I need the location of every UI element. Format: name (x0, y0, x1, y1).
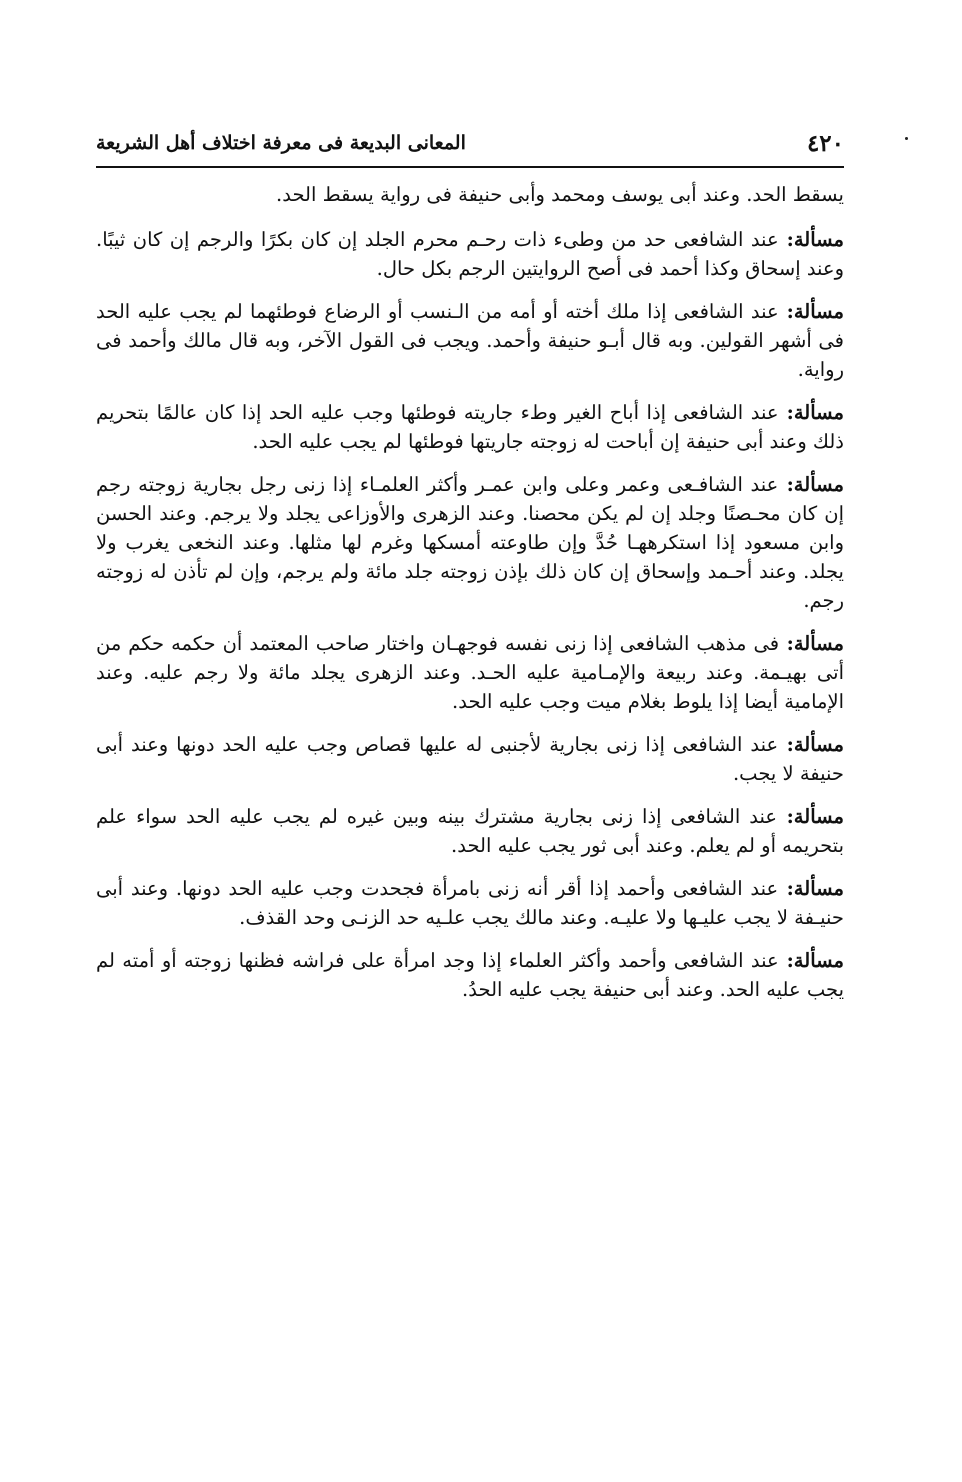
issue-paragraph (96, 629, 844, 716)
paragraph-text: عند الشافـعى وعمر وعلى وابن عمـر وأكثر العلمـاء إذا زنى رجل بجارية زوجته رجم إن كان محـصنًا وجلد إن لم يكن محصنا. وعند الزهرى والأوزاعى يجلد ولا يرجم. وعند الحسن وابن مسعود إذا استكرههـا حُدَّ وإن طاوعته أمسكها وغرم لها مثلها. وعند النخعى يغرب ولا يجلد. وعند أحـمد وإسحاق إن كان ذلك بإذن زوجته جلد مائة ولم يرجم، وإن لم تأذن له زوجته رجم. (96, 473, 844, 612)
issue-label-colon: : (779, 632, 794, 655)
paragraph-text: عند الشافعى إذا ملك أخته أو أمه من الـنسب أو الرضاع فوطئهما لم يجب عليه الحد فى أشهر القولين. وبه قال أبـو حنيفة وأحمد. ويجب فى القول الآخر، وبه قال مالك وأحمد فى رواية. (96, 300, 844, 381)
issue-label-colon: : (777, 805, 794, 828)
issue-label-colon: : (778, 877, 794, 900)
page-number: ٤٢٠ (806, 130, 844, 157)
running-title: المعانى البديعة فى معرفة اختلاف أهل الشريعة (96, 132, 466, 154)
issue-paragraph (96, 730, 844, 788)
paragraph-text: عند الشافعى إذا زنى بجارية مشترك بينه وبين غيره لم يجب عليه الحد سواء علم بتحريمه أو لم يعلم. وعند أبى ثور يجب عليه الحد. (96, 805, 844, 857)
paragraph-text: عند الشافعى إذا أباح الغير وطء جاريته فوطئها وجب عليه الحد إذا كان عالمًا بتحريم ذلك وعند أبى حنيفة إن أباحت له زوجته جاريتها فوطئها لم يجب عليه الحد. (96, 401, 844, 453)
issue-paragraph (96, 297, 844, 384)
page-header (96, 122, 844, 166)
issue-label-colon: : (778, 401, 794, 424)
issue-label: مسألة (793, 805, 844, 828)
body-text (96, 180, 844, 1018)
issue-label: مسألة (793, 632, 844, 655)
issue-label: مسألة (793, 401, 844, 424)
issue-label-colon: : (778, 733, 794, 756)
issue-label: مسألة (793, 877, 844, 900)
issue-label: مسألة (793, 473, 844, 496)
issue-label-colon: : (778, 473, 794, 496)
issue-paragraph (96, 802, 844, 860)
issue-label-colon: : (778, 228, 794, 251)
issue-label: مسألة (793, 733, 844, 756)
margin-speck (905, 137, 908, 140)
issue-paragraph (96, 225, 844, 283)
paragraph-text: عند الشافعى حد من وطىء ذات رحـم محرم الجلد إن كان بكرًا والرجم إن كان ثيبًا. وعند إسحاق وكذا أحمد فى أصح الروايتين الرجم بكل حال. (96, 228, 844, 280)
issue-label: مسألة (793, 228, 844, 251)
issue-label: مسألة (793, 949, 844, 972)
issue-label-colon: : (778, 949, 794, 972)
header-rule (96, 166, 844, 168)
issue-paragraph (96, 946, 844, 1004)
issue-label-colon: : (778, 300, 794, 323)
paragraph-text: يسقط الحد. وعند أبى يوسف ومحمد وأبى حنيفة فى رواية يسقط الحد. (276, 183, 844, 206)
paragraph-text: فى مذهب الشافعى إذا زنى نفسه فوجهـان واختار صاحب المعتمد أن حكمه حكم من أتى بهيـمة. وعند ربيعة والإمـامية عليه الحـد. وعند الزهرى يجلد مائة ولا رجم عليه. وعند الإمامية أيضا إذا يلوط بغلام ميت وجب عليه الحد. (96, 632, 844, 713)
issue-paragraph (96, 874, 844, 932)
paragraph-text: عند الشافعى إذا زنى بجارية لأجنبى له عليها قصاص وجب عليه الحد دونها وعند أبى حنيفة لا يجب. (96, 733, 844, 785)
issue-paragraph (96, 398, 844, 456)
paragraph-text: عند الشافعى وأحمد وأكثر العلماء إذا وجد امرأة على فراشه فظنها زوجته أو أمته لم يجب عليه الحد. وعند أبى حنيفة يجب عليه الحدُ. (96, 949, 844, 1001)
issue-paragraph (96, 470, 844, 615)
continuation-paragraph (96, 180, 844, 209)
issue-label: مسألة (793, 300, 844, 323)
book-page (96, 0, 844, 1482)
paragraph-text: عند الشافعى وأحمد إذا أقر أنه زنى بامرأة فجحدت وجب عليه الحد دونها. وعند أبى حنيـفة لا يجب عليـها ولا عليـه. وعند مالك يجب علـيه حد الزنـى وحد القذف. (96, 877, 844, 929)
